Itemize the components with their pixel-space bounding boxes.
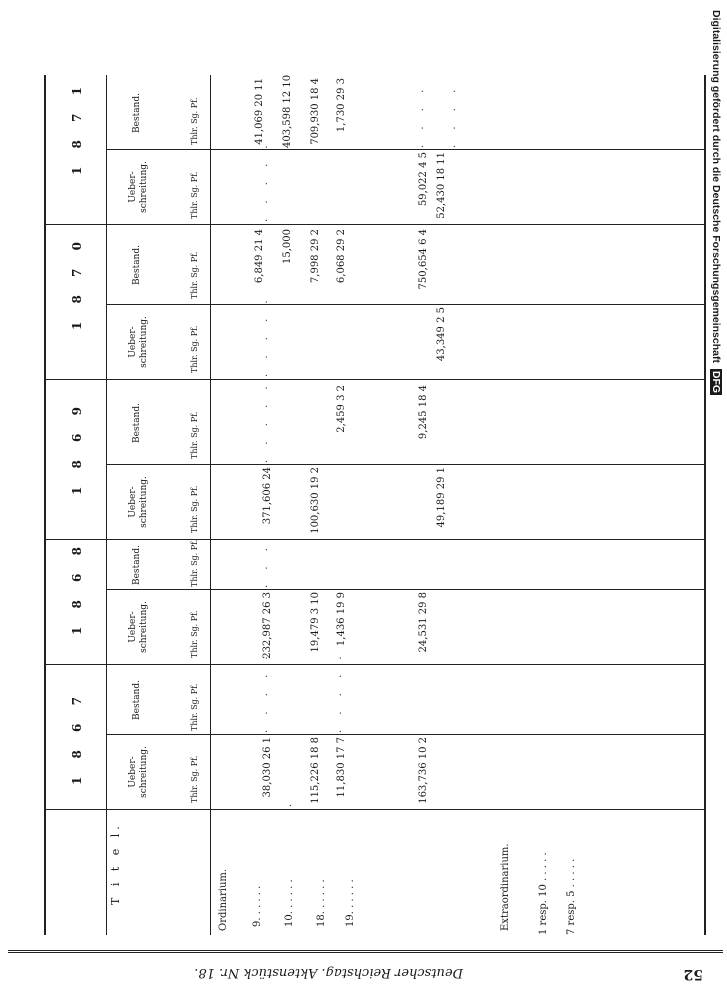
year-1869: 1 8 6 9 [70, 400, 84, 495]
row-title: 7 resp. 5 . . . . . [566, 858, 577, 935]
dotted-leader: · [286, 797, 297, 807]
dotted-leader: · · · · · [262, 294, 273, 377]
sep-1869 [44, 379, 704, 380]
table-cell: 43,349 2 5 [436, 307, 447, 362]
title-header: T i t e l. [109, 822, 122, 905]
unit-label: Thlr. Sg. Pf. [190, 683, 199, 731]
table-cell: 11,830 17 7 [336, 737, 347, 798]
unit-label: Thlr. Sg. Pf. [190, 251, 199, 299]
unit-label: Thlr. Sg. Pf. [190, 325, 199, 373]
rest-header-1867: Bestand. [132, 680, 142, 720]
side-credit [708, 10, 726, 400]
over-header-1867: Ueber- schreitung. [128, 746, 149, 798]
table-cell: 163,736 10 2 [418, 737, 429, 804]
sep-1868 [44, 539, 704, 540]
table-cell: 59,022 4 5 [418, 152, 429, 207]
subsep-1869 [106, 464, 704, 465]
row-title: 9. . . . . . [252, 885, 263, 927]
unit-label: Thlr. Sg. Pf. [190, 539, 199, 587]
year-1870: 1 8 7 0 [70, 235, 84, 330]
table-cell: 100,630 19 2 [310, 467, 321, 534]
unit-label: Thlr. Sg. Pf. [190, 485, 199, 533]
section-ordinary: Ordinarium. [218, 868, 229, 931]
table-cell: 1,436 19 9 [336, 592, 347, 647]
table-cell: 52,430 18 11 [436, 152, 447, 219]
page-number: 52 [683, 966, 703, 982]
table-cell: 6,849 21 4 [254, 229, 265, 284]
title-col-sep [44, 809, 704, 810]
table-cell: 6,068 29 2 [336, 229, 347, 284]
over-header-1868: Ueber- schreitung. [128, 601, 149, 653]
rest-header-1871: Bestand. [132, 93, 142, 133]
running-title: Deutscher Reichstag. Aktenstück Nr. 18. [194, 965, 463, 980]
table-cell: 2,459 3 2 [336, 385, 347, 433]
rotated-table [40, 75, 710, 935]
dotted-leader: · · · · · [262, 650, 273, 733]
side-credit-text: Digitalisierung gefördert durch die Deutsche Forschungsgemeinschaft [710, 10, 722, 363]
dotted-leader: · · · · [418, 83, 429, 148]
table-top-rule [44, 75, 46, 935]
sep-1870 [44, 224, 704, 225]
table-cell: 115,226 18 8 [310, 737, 321, 804]
row-title: 19. . . . . . [345, 879, 356, 927]
table-cell: 371,606 24 [262, 467, 273, 525]
table-cell: 232,987 26 3 [262, 592, 273, 659]
sep-1867 [44, 664, 704, 665]
unit-label: Thlr. Sg. Pf. [190, 97, 199, 145]
subsep-1868 [106, 589, 704, 590]
dotted-leader: · · · [262, 542, 273, 588]
section-extraordinary: Extraordinarium. [500, 843, 511, 931]
unit-label: Thlr. Sg. Pf. [190, 610, 199, 658]
subsep-1870 [106, 304, 704, 305]
dotted-leader: · · · · [450, 83, 461, 148]
table-cell: 41,069 20 11 [254, 78, 265, 145]
unit-label: Thlr. Sg. Pf. [190, 171, 199, 219]
year-rule [106, 75, 107, 935]
rest-header-1868: Bestand. [132, 545, 142, 585]
rest-header-1870: Bestand. [132, 245, 142, 285]
rest-header-1869: Bestand. [132, 403, 142, 443]
row-title: 1 resp. 10 . . . . . [538, 852, 549, 935]
year-1867: 1 8 6 7 [70, 690, 84, 785]
page-footer [8, 948, 723, 988]
table-cell: 9,245 18 4 [418, 385, 429, 440]
table-cell: 19,479 3 10 [310, 592, 321, 653]
over-header-1869: Ueber- schreitung. [128, 476, 149, 528]
subsep-1871 [106, 149, 704, 150]
table-cell: 403,598 12 10 [282, 74, 293, 148]
table-cell: 24,531 29 8 [418, 592, 429, 653]
unit-label: Thlr. Sg. Pf. [190, 411, 199, 459]
table-cell: 38,030 26 1 [262, 737, 273, 798]
dotted-leader: · · · · · [336, 650, 347, 733]
table-cell: 1,730 29 3 [336, 78, 347, 133]
row-title: 10. . . . . . [284, 879, 295, 927]
over-header-1871: Ueber- schreitung. [128, 161, 149, 213]
unit-label: Thlr. Sg. Pf. [190, 755, 199, 803]
table-cell: 750,654 6 4 [418, 229, 429, 290]
table-cell: 15,000 [282, 229, 293, 264]
table-cell: 709,930 18 4 [310, 78, 321, 145]
subsep-1867 [106, 734, 704, 735]
dotted-leader: · · · · · [262, 139, 273, 222]
year-1871: 1 8 7 1 [70, 80, 84, 175]
table-cell: 49,189 29 1 [436, 467, 447, 528]
table-bottom-rule [704, 75, 706, 935]
over-header-1870: Ueber- schreitung. [128, 316, 149, 368]
row-title: 18. . . . . . [316, 879, 327, 927]
dotted-leader: · · · · · [262, 380, 273, 463]
year-1868: 1 8 6 8 [70, 540, 84, 635]
header-rule [210, 75, 211, 935]
dfg-logo: DFG [710, 370, 722, 394]
table-cell: 7,998 29 2 [310, 229, 321, 284]
